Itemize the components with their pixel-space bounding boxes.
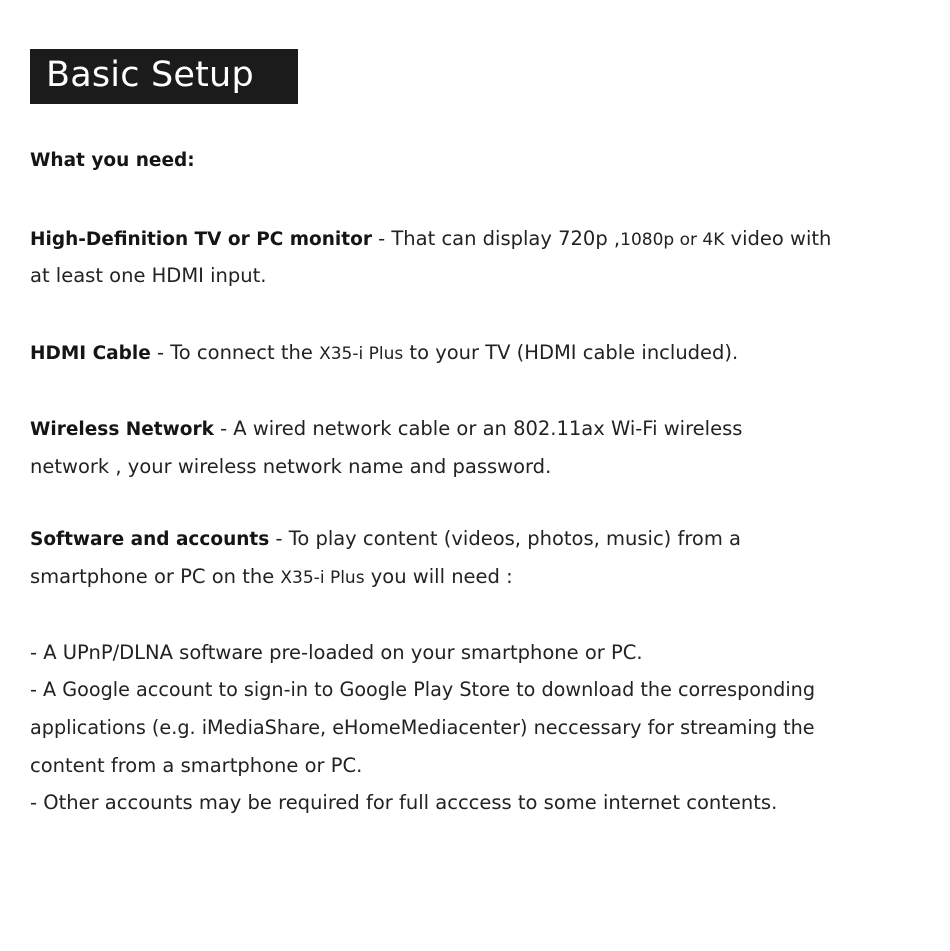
wireless-line-2: network , your wireless network name and password.: [30, 455, 552, 478]
hdmi-text-1: - To connect the: [150, 341, 320, 364]
hdtv-label: High-Definition TV or PC monitor: [30, 229, 372, 250]
hdmi-model: X35-i Plus: [319, 344, 404, 364]
bullet-google-line-2: applications (e.g. iMediaShare, eHomeMediacenter) neccessary for streaming the: [30, 716, 815, 739]
wireless-line-1: [30, 417, 742, 442]
what-you-need-heading: What you need:: [30, 150, 195, 171]
bullet-google-line-1: - A Google account to sign-in to Google Play Store to download the corresponding: [30, 678, 816, 701]
hdtv-line-2: at least one HDMI input.: [30, 264, 267, 287]
bullet-other-accounts: - Other accounts may be required for full acccess to some internet contents.: [30, 791, 778, 814]
hdtv-resolutions: 1080p or 4K: [620, 230, 725, 250]
software-model: X35-i Plus: [280, 568, 365, 588]
bullet-upnp: - A UPnP/DLNA software pre-loaded on your smartphone or PC.: [30, 641, 643, 664]
hdmi-line: [30, 341, 738, 366]
page-title: Basic Setup: [46, 55, 254, 95]
hdmi-label: HDMI Cable: [30, 343, 151, 364]
software-text-2b: you will need :: [364, 565, 513, 588]
hdmi-text-2: to your TV (HDMI cable included).: [403, 341, 739, 364]
software-label: Software and accounts: [30, 529, 270, 550]
hdtv-text-1: - That can display 720p ,: [371, 227, 621, 250]
bullet-google-line-3: content from a smartphone or PC.: [30, 754, 363, 777]
software-line-1: [30, 527, 741, 552]
title-banner: [30, 49, 298, 104]
wireless-text-1: - A wired network cable or an 802.11ax Wi-Fi wireless: [213, 417, 743, 440]
hdtv-line-1: [30, 227, 831, 252]
software-text-2a: smartphone or PC on the: [30, 565, 281, 588]
wireless-label: Wireless Network: [30, 419, 214, 440]
software-line-2: [30, 565, 513, 590]
software-text-1: - To play content (videos, photos, music) from a: [269, 527, 741, 550]
hdtv-text-3: video with: [724, 227, 832, 250]
